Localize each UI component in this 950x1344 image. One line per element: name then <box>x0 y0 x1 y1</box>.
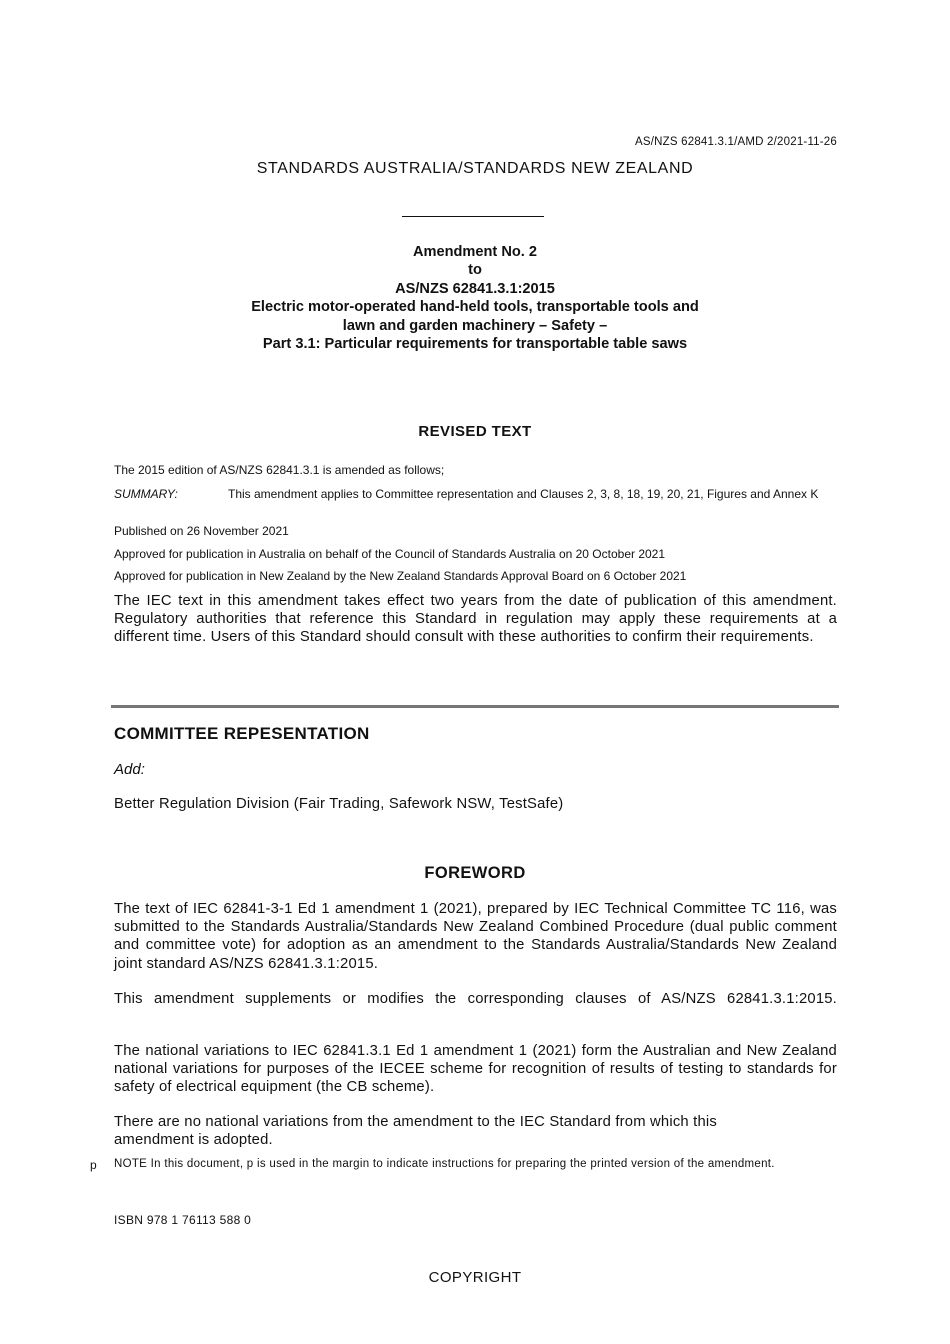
amendment-intro: The 2015 edition of AS/NZS 62841.3.1 is amended as follows; <box>114 463 445 477</box>
title-subject-line-1: Electric motor-operated hand-held tools, transportable tools and <box>251 299 699 316</box>
title-subject-line-2: lawn and garden machinery – Safety – <box>342 317 608 334</box>
margin-mark: p <box>90 1158 97 1172</box>
approval-australia: Approved for publication in Australia on behalf of the Council of Standards Australia on 20 October 2021 <box>114 547 666 561</box>
isbn: ISBN 978 1 76113 588 0 <box>114 1213 252 1227</box>
foreword-paragraph-3: The national variations to IEC 62841.3.1 Ed 1 amendment 1 (2021) form the Australian and New Zealand national variations for purposes of the IECEE scheme for recognition of results of testing to standards for safety of electrical equipment (the CB scheme). <box>114 1043 837 1096</box>
iec-effect-paragraph: The IEC text in this amendment takes effect two years from the date of publication of this amendment. Regulatory authorities that reference this Standard in regulation may apply these requirements at a different time. Users of this Standard should consult with these authorities to confirm their requirements. <box>114 593 837 646</box>
foreword-paragraph-4-line-2: amendment is adopted. <box>114 1132 273 1149</box>
copyright-footer: COPYRIGHT <box>428 1269 522 1286</box>
foreword-paragraph-4 <box>114 1113 837 1149</box>
foreword-paragraph-2: This amendment supplements or modifies the corresponding clauses of AS/NZS 62841.3.1:2015. <box>114 991 837 1007</box>
add-label: Add: <box>114 761 145 778</box>
title-to: to <box>468 262 482 279</box>
note-text: NOTE In this document, p is used in the margin to indicate instructions for preparing the printed version of the amendment. <box>114 1158 775 1170</box>
committee-member: Better Regulation Division (Fair Trading, Safework NSW, TestSafe) <box>114 796 564 812</box>
summary <box>114 487 837 501</box>
document-reference: AS/NZS 62841.3.1/AMD 2/2021-11-26 <box>635 136 837 148</box>
summary-text: This amendment applies to Committee representation and Clauses 2, 3, 8, 18, 19, 20, 21, Figures and Annex K <box>228 487 819 501</box>
committee-heading: COMMITTEE REPESENTATION <box>114 724 370 743</box>
organization-heading: STANDARDS AUSTRALIA/STANDARDS NEW ZEALAND <box>256 160 694 177</box>
title-subject-line-3: Part 3.1: Particular requirements for transportable table saws <box>262 336 688 353</box>
title-amendment: Amendment No. 2 <box>412 244 538 260</box>
summary-label: SUMMARY: <box>114 487 178 501</box>
title-standard-number: AS/NZS 62841.3.1:2015 <box>395 280 555 297</box>
approval-new-zealand: Approved for publication in New Zealand by the New Zealand Standards Approval Board on 6 October 2021 <box>114 569 687 583</box>
foreword-paragraph-1: The text of IEC 62841-3-1 Ed 1 amendment 1 (2021), prepared by IEC Technical Committee TC 116, was submitted to the Standards Australia/Standards New Zealand Combined Procedure (dual public comment and committee vote) for adoption as an amendment to the Standards Australia/Standards New Zealand joint standard AS/NZS 62841.3.1:2015. <box>114 901 837 972</box>
revised-text-heading: REVISED TEXT <box>418 423 532 440</box>
section-divider <box>111 705 839 708</box>
published-date: Published on 26 November 2021 <box>114 524 289 538</box>
document-title <box>0 243 950 353</box>
foreword-heading: FOREWORD <box>424 864 526 882</box>
foreword-paragraph-4-line-1: There are no national variations from the amendment to the IEC Standard from which this <box>114 1114 717 1130</box>
title-divider <box>402 216 544 217</box>
